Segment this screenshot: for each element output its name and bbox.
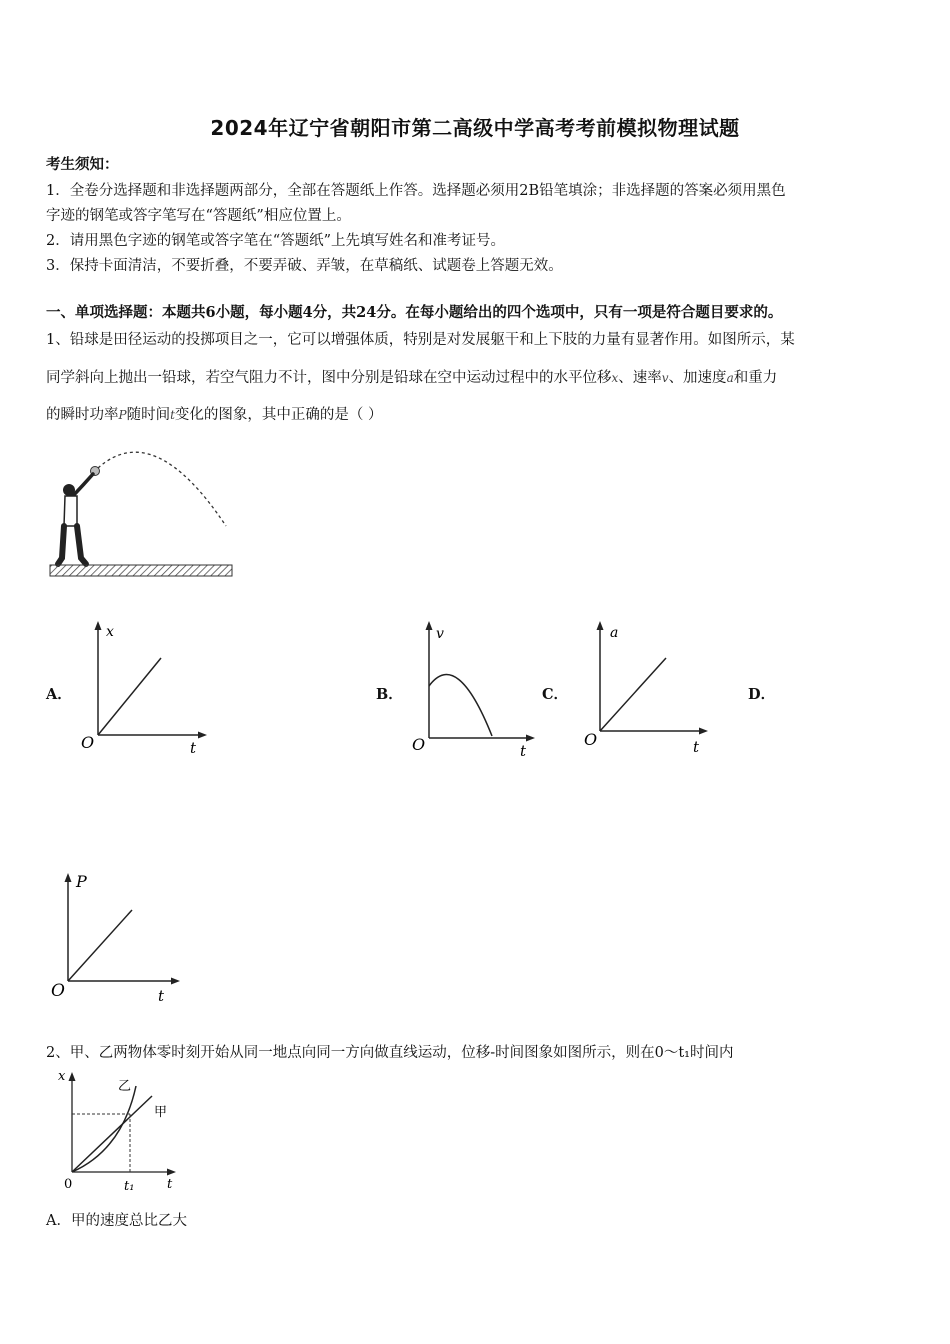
option-d-label[interactable]: D． xyxy=(748,686,776,703)
ground-hatch xyxy=(50,565,232,576)
yi-label: 乙 xyxy=(118,1079,132,1094)
axis-x-label: t xyxy=(693,738,700,756)
q2-graph xyxy=(50,1066,190,1194)
var-t: t xyxy=(170,408,175,422)
axis-y-label: P xyxy=(76,872,87,891)
var-P: P xyxy=(118,408,127,422)
option-b-label[interactable]: B． xyxy=(376,686,403,703)
axis-x-label: t xyxy=(190,739,197,757)
axis-y-label: x xyxy=(106,624,114,640)
option-b-graph xyxy=(407,618,542,758)
t1-label: t₁ xyxy=(124,1179,135,1194)
notice-heading: 考生须知： xyxy=(46,156,119,173)
trajectory-dashed xyxy=(98,452,226,526)
notice-item: 3．保持卡面清洁，不要折叠，不要弄破、弄皱，在草稿纸、试题卷上答题无效。 xyxy=(46,258,563,274)
var-x: x xyxy=(611,371,619,385)
origin-label: O xyxy=(584,730,598,749)
q2-stem: 2、甲、乙两物体零时刻开始从同一地点向同一方向做直线运动，位移-时间图象如图所示，则在0～t₁时间内 xyxy=(46,1045,734,1061)
graph-curve xyxy=(429,675,492,736)
q1-text: 同学斜向上抛出一铅球，若空气阻力不计，图中分别是铅球在空中运动过程中的水平位移 xyxy=(46,370,612,386)
q1-stem-line xyxy=(46,366,777,387)
q1-stem-line: 1、铅球是田径运动的投掷项目之一，它可以增强体质，特别是对发展躯干和上下肢的力量有显著作用。如图所示，某 xyxy=(46,332,795,348)
origin-label: O xyxy=(51,981,65,1001)
jia-line xyxy=(72,1096,152,1172)
q1-text: 随时间 xyxy=(126,407,171,423)
option-a-graph xyxy=(76,618,211,758)
athlete-arm xyxy=(71,474,93,498)
notice-item: 2．请用黑色字迹的钢笔或答字笔在“答题纸”上先填写姓名和准考证号。 xyxy=(46,233,506,249)
axis-y-label: x xyxy=(58,1069,66,1084)
page-title: 2024年辽宁省朝阳市第二高级中学高考考前模拟物理试题 xyxy=(210,116,740,140)
option-c-label[interactable]: C． xyxy=(542,686,569,703)
axis-y-label: v xyxy=(436,626,444,642)
origin-label: O xyxy=(81,733,95,752)
q1-text: 变化的图象，其中正确的是（ ） xyxy=(174,407,383,423)
graph-line xyxy=(98,658,161,735)
axis-y-label: a xyxy=(610,625,619,641)
option-d-graph xyxy=(46,868,186,1008)
q1-text: 、速率 xyxy=(618,370,662,386)
axis-x-label: t xyxy=(167,1177,173,1192)
var-a: a xyxy=(726,371,734,385)
section-heading: 一、单项选择题：本题共6小题，每小题4分，共24分。在每小题给出的四个选项中，只有一项是符合题目要求的。 xyxy=(46,304,783,321)
axis-x-label: t xyxy=(520,742,527,758)
axis-x-label: t xyxy=(158,987,165,1005)
q1-text: 和重力 xyxy=(733,370,778,386)
var-v: v xyxy=(661,371,669,385)
origin-label: O xyxy=(412,735,426,754)
notice-item: 1．全卷分选择题和非选择题两部分，全部在答题纸上作答。选择题必须用2B铅笔填涂；非选择题的答案必须用黑色 xyxy=(46,183,786,199)
notice-item: 字迹的钢笔或答字笔写在“答题纸”相应位置上。 xyxy=(46,208,351,224)
jia-label: 甲 xyxy=(154,1105,168,1120)
option-a-label[interactable]: A． xyxy=(46,686,72,703)
athlete-legs xyxy=(58,526,86,564)
q2-option-a[interactable]: A．甲的速度总比乙大 xyxy=(46,1213,187,1229)
origin-label: 0 xyxy=(64,1177,73,1192)
graph-line xyxy=(600,658,666,731)
yi-curve xyxy=(72,1086,136,1172)
q1-stem-line xyxy=(46,403,383,424)
shot-put-illustration xyxy=(44,438,244,583)
option-c-graph xyxy=(580,618,715,758)
q1-text: 、加速度 xyxy=(668,370,727,386)
graph-line xyxy=(68,910,132,981)
athlete-body xyxy=(64,496,77,526)
q1-text: 的瞬时功率 xyxy=(46,407,119,423)
